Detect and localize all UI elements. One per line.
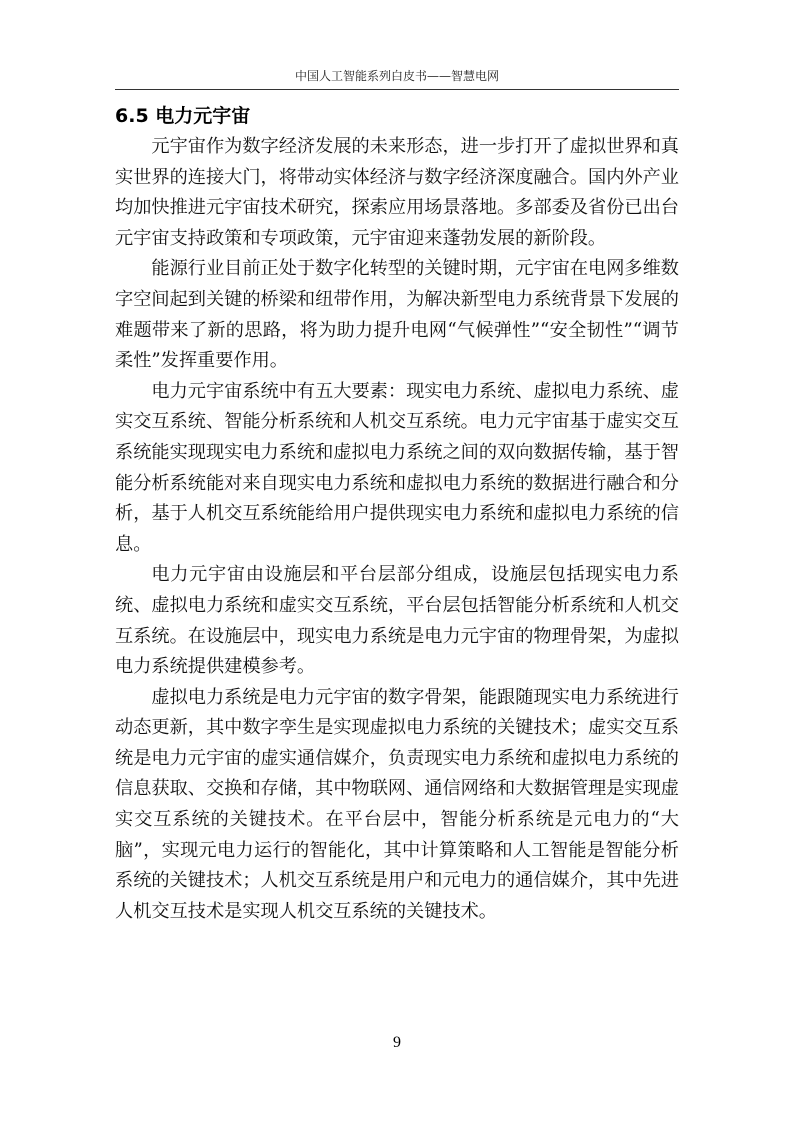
paragraph: 元宇宙作为数字经济发展的未来形态，进一步打开了虚拟世界和真实世界的连接大门，将带动实体经济与数字经济深度融合。国内外产业均加快推进元宇宙技术研究，探索应用场景落地。多部委及省份已出台元宇宙支持政策和专项政策，元宇宙迎来蓬勃发展的新阶段。: [115, 136, 679, 249]
paragraph: 电力元宇宙系统中有五大要素：现实电力系统、虚拟电力系统、虚实交互系统、智能分析系统和人机交互系统。电力元宇宙基于虚实交互系统能实现现实电力系统和虚拟电力系统之间的双向数据传输，基于智能分析系统能对来自现实电力系统和虚拟电力系统的数据进行融合和分析，基于人机交互系统能给用户提供现实电力系统和虚拟电力系统的信息。: [115, 380, 679, 555]
paragraph: 电力元宇宙由设施层和平台层部分组成，设施层包括现实电力系统、虚拟电力系统和虚实交互系统，平台层包括智能分析系统和人机交互系统。在设施层中，现实电力系统是电力元宇宙的物理骨架，为虚拟电力系统提供建模参考。: [115, 564, 679, 678]
body-text: [115, 132, 679, 927]
running-header: 中国人工智能系列白皮书——智慧电网: [294, 69, 499, 83]
section-title: 6.5 电力元宇宙: [115, 105, 251, 127]
paragraph: 虚拟电力系统是电力元宇宙的数字骨架，能跟随现实电力系统进行动态更新，其中数字孪生是实现虚拟电力系统的关键技术；虚实交互系统是电力元宇宙的虚实通信媒介，负责现实电力系统和虚拟电力系统的信息获取、交换和存储，其中物联网、通信网络和大数据管理是实现虚实交互系统的关键技术。在平台层中，智能分析系统是元电力的“大脑”，实现元电力运行的智能化，其中计算策略和人工智能是智能分析系统的关键技术；人机交互系统是用户和元电力的通信媒介，其中先进人机交互技术是实现人机交互系统的关键技术。: [115, 686, 679, 922]
header-rule: [115, 89, 679, 90]
page-number: 9: [393, 1034, 401, 1051]
paragraph: 能源行业目前正处于数字化转型的关键时期，元宇宙在电网多维数字空间起到关键的桥梁和纽带作用，为解决新型电力系统背景下发展的难题带来了新的思路，将为助力提升电网“气候弹性”“安全韧性”“调节柔性”发挥重要作用。: [115, 258, 679, 372]
